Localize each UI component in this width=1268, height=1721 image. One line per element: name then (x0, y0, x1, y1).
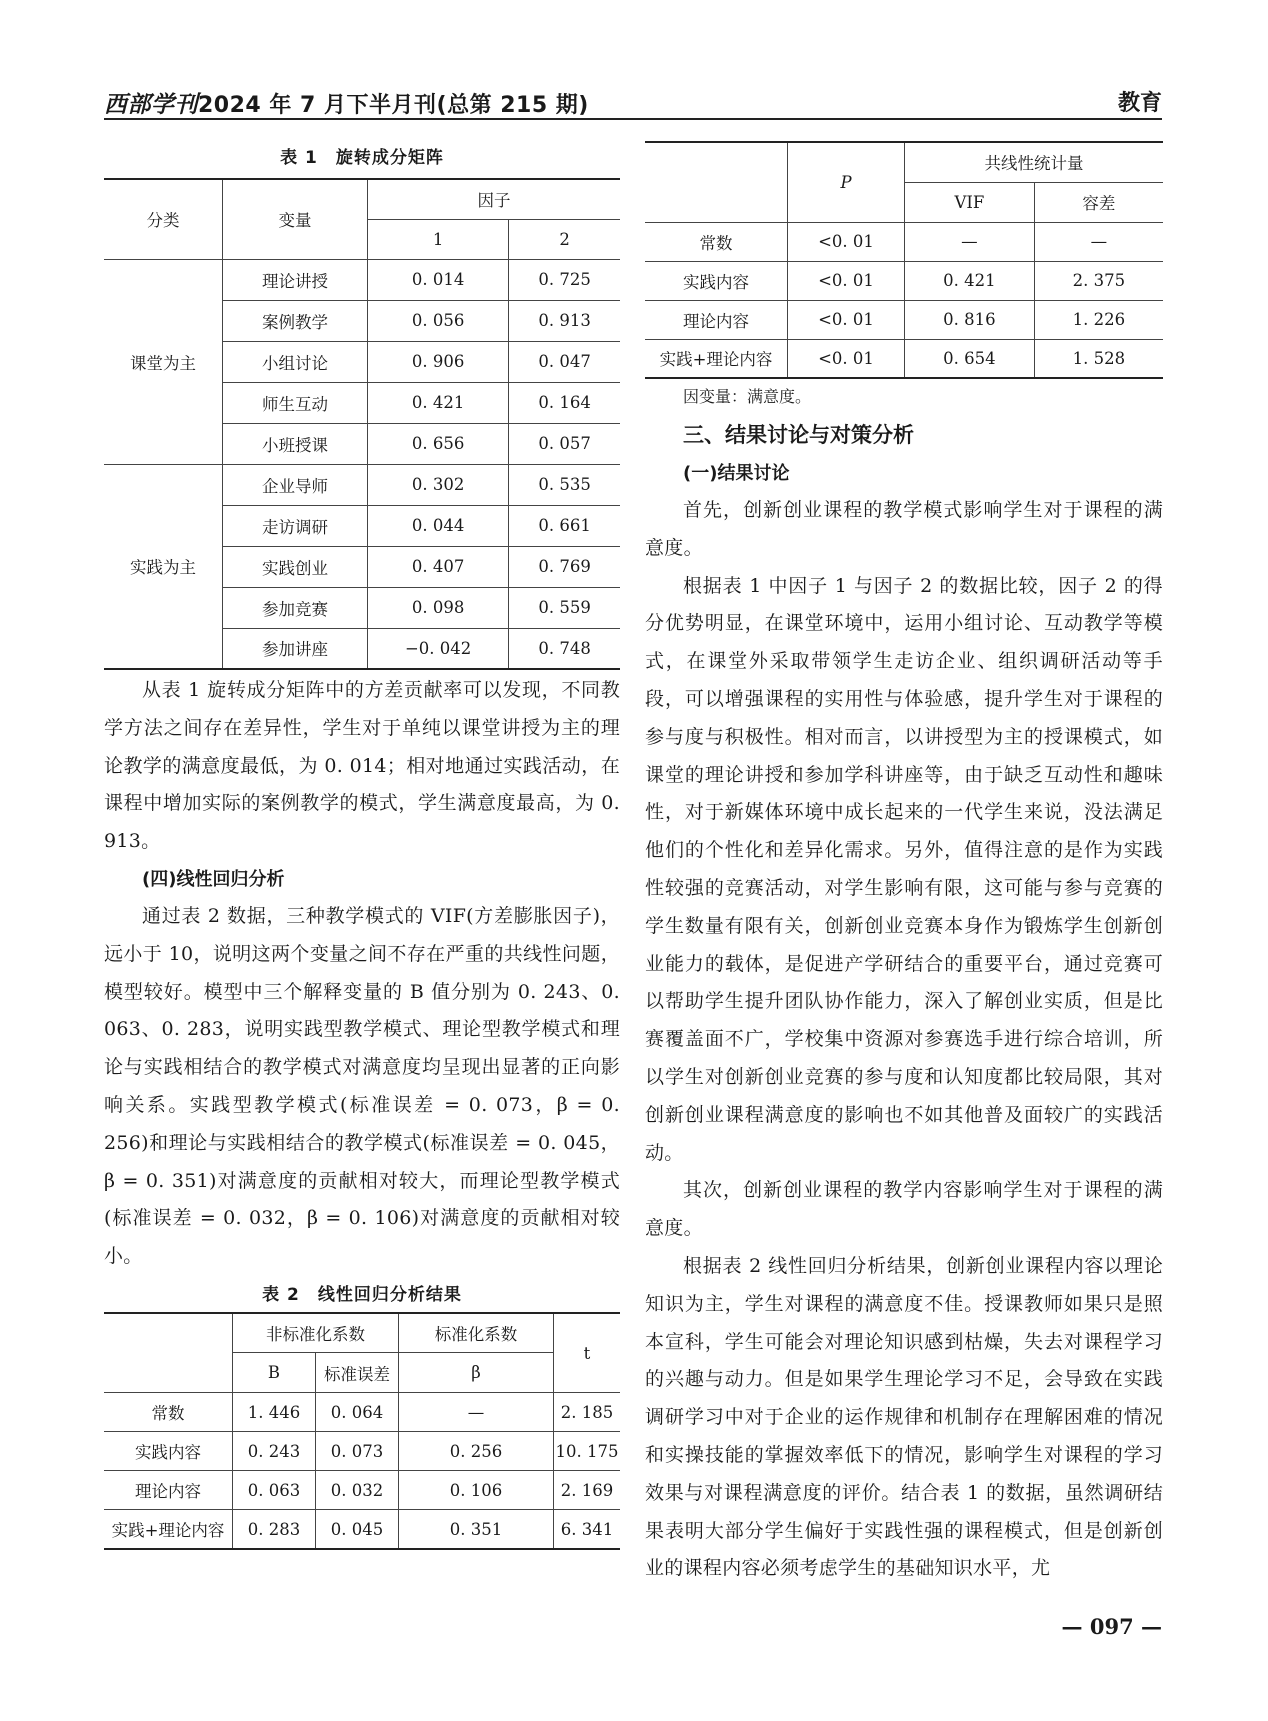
table2-header-tolerance: 容差 (1034, 182, 1163, 222)
table1-cell-var: 参加竞赛 (223, 587, 368, 628)
journal-title (104, 86, 589, 119)
table2-cell-vif: — (905, 222, 1035, 261)
table1-cell-f1: 0. 407 (368, 546, 509, 587)
table-row (104, 1471, 620, 1510)
table2-row-name: 实践+理论内容 (645, 339, 788, 378)
table-row (104, 1432, 620, 1471)
table2-header-vif: VIF (905, 182, 1035, 222)
table2-header-t: t (554, 1313, 621, 1393)
table1-group-name: 实践为主 (104, 464, 223, 669)
table2-cell-p: <0. 01 (788, 261, 905, 300)
table1 (104, 178, 620, 670)
table2-row-name: 理论内容 (645, 300, 788, 339)
table2-cell-beta: 0. 256 (399, 1432, 554, 1471)
right-column (645, 141, 1163, 1588)
page-number: — 097 — (1061, 1614, 1162, 1639)
table1-cell-f2: 0. 047 (509, 341, 620, 382)
table1-cell-f2: 0. 769 (509, 546, 620, 587)
table2-note: 因变量：满意度。 (683, 387, 812, 406)
table2-cell-p: <0. 01 (788, 222, 905, 261)
table1-header-f2: 2 (509, 219, 620, 259)
table2-row-name: 实践+理论内容 (104, 1510, 233, 1549)
table1-cell-f1: 0. 098 (368, 587, 509, 628)
issue-info: 2024 年 7 月下半月刊(总第 215 期) (198, 93, 589, 118)
table1-cell-f1: 0. 044 (368, 505, 509, 546)
table2-cell-tol: 1. 528 (1034, 339, 1163, 378)
table2-cell-t: 2. 169 (554, 1471, 621, 1510)
table1-cell-f1: 0. 421 (368, 382, 509, 423)
table2-cell-vif: 0. 654 (905, 339, 1035, 378)
table2-header-b: B (233, 1353, 316, 1393)
table2-cell-t: 6. 341 (554, 1510, 621, 1549)
table2-right (645, 141, 1163, 379)
table1-cell-var: 企业导师 (223, 464, 368, 505)
table1-cell-f2: 0. 661 (509, 505, 620, 546)
table2-cell-p: <0. 01 (788, 339, 905, 378)
table2-cell-tol: — (1034, 222, 1163, 261)
table2-header-beta: β (399, 1353, 554, 1393)
table1-group-name: 课堂为主 (104, 259, 223, 464)
table2-cell-p: <0. 01 (788, 300, 905, 339)
table2-cell-beta: — (399, 1393, 554, 1432)
table1-cell-var: 参加讲座 (223, 628, 368, 669)
table1-cell-f2: 0. 057 (509, 423, 620, 464)
table2-cell-b: 0. 243 (233, 1432, 316, 1471)
body-paragraph: 其次，创新创业课程的教学内容影响学生对于课程的满意度。 (645, 1179, 1163, 1240)
table1-header-factor: 因子 (368, 179, 621, 219)
table1-header-category: 分类 (104, 179, 223, 259)
table1-cell-f1: 0. 656 (368, 423, 509, 464)
section-heading: 三、结果讨论与对策分析 (683, 423, 914, 447)
section-heading: (四)线性回归分析 (142, 868, 285, 890)
table1-cell-var: 案例教学 (223, 300, 368, 341)
table2-left (104, 1312, 620, 1550)
table1-cell-var: 走访调研 (223, 505, 368, 546)
table2-caption: 表 2 线性回归分析结果 (262, 1284, 462, 1305)
section-label: 教育 (1117, 91, 1162, 116)
table-row (645, 339, 1163, 378)
table2-row-name: 常数 (645, 222, 788, 261)
table1-cell-f1: 0. 906 (368, 341, 509, 382)
table2-cell-b: 0. 063 (233, 1471, 316, 1510)
table1-cell-var: 师生互动 (223, 382, 368, 423)
table2-header-p: P (788, 142, 905, 222)
table1-cell-f1: 0. 014 (368, 259, 509, 300)
table-row (104, 259, 620, 300)
table1-caption: 表 1 旋转成分矩阵 (280, 148, 444, 168)
table2-row-name: 理论内容 (104, 1471, 233, 1510)
subsection-heading: (一)结果讨论 (683, 463, 790, 484)
journal-logo: 西部学刊 (104, 91, 198, 118)
table2-cell-b: 0. 283 (233, 1510, 316, 1549)
table2-cell-b: 1. 446 (233, 1393, 316, 1432)
body-paragraph: 根据表 1 中因子 1 与因子 2 的数据比较，因子 2 的得分优势明显，在课堂环境中，运用小组讨论、互动教学等模式，在课堂外采取带领学生走访企业、组织调研活动等手段，可以增强课程的实用性与体验感，提升学生对于课程的参与度与积极性。相对而言，以讲授型为主的授课模式，如课堂的理论讲授和参加学科讲座等，由于缺乏互动性和趣味性，对于新媒体环境中成长起来的一代学生来说，没法满足他们的个性化和差异化需求。另外，值得注意的是作为实践性较强的竞赛活动，对学生影响有限，这可能与参与竞赛的学生数量有限有关，创新创业竞赛本身作为锻炼学生创新创业能力的载体，是促进产学研结合的重要平台，通过竞赛可以帮助学生提升团队协作能力，深入了解创业实质，但是比赛覆盖面不广，学校集中资源对参赛选手进行综合培训，所以学生对创新创业竞赛的参与度和认知度都比较局限，其对创新创业课程满意度的影响也不如其他普及面较广的实践活动。 (645, 574, 1163, 1164)
table2-cell-se: 0. 064 (316, 1393, 399, 1432)
table-row (104, 464, 620, 505)
table1-cell-var: 小班授课 (223, 423, 368, 464)
left-column (104, 140, 620, 1550)
body-paragraph: 通过表 2 数据，三种教学模式的 VIF(方差膨胀因子)，远小于 10，说明这两个变量之间不存在严重的共线性问题，模型较好。模型中三个解释变量的 B 值分别为 0. 243、0. 063、0. 283，说明实践型教学模式、理论型教学模式和理论与实践相结合的教学模式对满意度均呈现出显著的正向影响关系。实践型教学模式(标准误差 = 0. 073，β = 0. 256)和理论与实践相结合的教学模式(标准误差 = 0. 045，β = 0. 351)对满意度的贡献相对较大，而理论型教学模式(标准误差 = 0. 032，β = 0. 106)对满意度的贡献相对较小。 (104, 904, 620, 1268)
table-row (104, 1393, 620, 1432)
table2-cell-tol: 1. 226 (1034, 300, 1163, 339)
table1-cell-var: 小组讨论 (223, 341, 368, 382)
body-paragraph: 从表 1 旋转成分矩阵中的方差贡献率可以发现，不同教学方法之间存在差异性，学生对于单纯以课堂讲授为主的理论教学的满意度最低，为 0. 014；相对地通过实践活动，在课程中增加实际的案例教学的模式，学生满意度最高，为 0. 913。 (104, 679, 620, 853)
table2-row-name: 常数 (104, 1393, 233, 1432)
table2-cell-se: 0. 045 (316, 1510, 399, 1549)
table1-header-f1: 1 (368, 219, 509, 259)
table1-cell-f1: 0. 056 (368, 300, 509, 341)
table1-cell-f2: 0. 748 (509, 628, 620, 669)
table2-cell-beta: 0. 106 (399, 1471, 554, 1510)
table1-cell-var: 实践创业 (223, 546, 368, 587)
table1-cell-f2: 0. 725 (509, 259, 620, 300)
table2-corner (104, 1313, 233, 1393)
table2-header-std: 标准化系数 (399, 1313, 554, 1353)
table1-header-variable: 变量 (223, 179, 368, 259)
table1-cell-f2: 0. 559 (509, 587, 620, 628)
table2-header-se: 标准误差 (316, 1353, 399, 1393)
table-row (104, 1510, 620, 1549)
table2-corner-right (645, 142, 788, 222)
table2-cell-tol: 2. 375 (1034, 261, 1163, 300)
table-row (645, 222, 1163, 261)
table2-row-name: 实践内容 (104, 1432, 233, 1471)
table2-header-collinearity: 共线性统计量 (905, 142, 1164, 182)
table1-cell-f2: 0. 535 (509, 464, 620, 505)
table-row (645, 261, 1163, 300)
table2-row-name: 实践内容 (645, 261, 788, 300)
table2-cell-beta: 0. 351 (399, 1510, 554, 1549)
running-header (104, 82, 1162, 120)
table1-cell-f2: 0. 164 (509, 382, 620, 423)
table2-cell-t: 10. 175 (554, 1432, 621, 1471)
table1-cell-var: 理论讲授 (223, 259, 368, 300)
table1-cell-f1: 0. 302 (368, 464, 509, 505)
table2-cell-vif: 0. 816 (905, 300, 1035, 339)
table1-cell-f2: 0. 913 (509, 300, 620, 341)
table2-cell-se: 0. 073 (316, 1432, 399, 1471)
table2-cell-t: 2. 185 (554, 1393, 621, 1432)
body-paragraph: 首先，创新创业课程的教学模式影响学生对于课程的满意度。 (645, 499, 1163, 559)
table1-cell-f1: −0. 042 (368, 628, 509, 669)
table-row (645, 300, 1163, 339)
body-paragraph: 根据表 2 线性回归分析结果，创新创业课程内容以理论知识为主，学生对课程的满意度不佳。授课教师如果只是照本宣科，学生可能会对理论知识感到枯燥，失去对课程学习的兴趣与动力。但是如果学生理论学习不足，会导致在实践调研学习中对于企业的运作规律和机制存在理解困难的情况和实操技能的掌握效率低下的情况，影响学生对课程的学习效果与对课程满意度的评价。结合表 1 的数据，虽然调研结果表明大部分学生偏好于实践性强的课程模式，但是创新创业的课程内容必须考虑学生的基础知识水平，尤 (645, 1254, 1163, 1580)
table2-header-unstd: 非标准化系数 (233, 1313, 399, 1353)
table2-cell-se: 0. 032 (316, 1471, 399, 1510)
table2-cell-vif: 0. 421 (905, 261, 1035, 300)
